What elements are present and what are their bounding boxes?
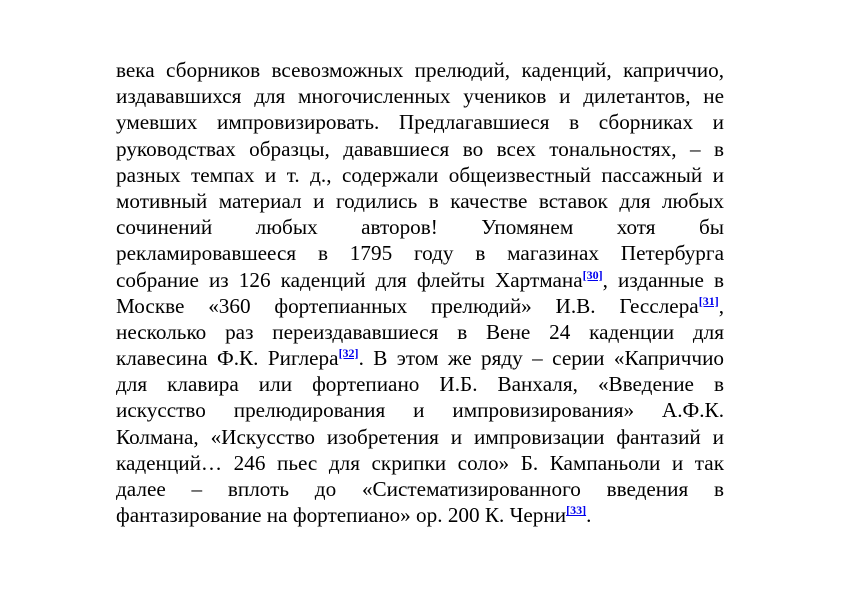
text-segment: , изданные в (602, 267, 724, 292)
text-segment: века сборников всевозможных прелюдий, каденций, каприччио, (116, 58, 724, 82)
text-segment: каденций… 246 пьес для скрипки соло» Б. Кампаньоли и так (116, 450, 724, 475)
text-line (116, 293, 724, 319)
text-segment: рекламировавшееся в 1795 году в магазинах Петербурга (116, 241, 724, 266)
text-line (116, 109, 724, 135)
text-segment: Москве «360 фортепианных прелюдий» И.В. Гесслера (116, 293, 699, 318)
text-segment: мотивный материал и годились в качестве вставок для любых (116, 188, 724, 213)
footnote-link[interactable]: [31] (698, 293, 719, 308)
text-segment: сочинений любых авторов! Упомянем хотя бы (116, 215, 724, 240)
text-segment: издававшихся для многочисленных учеников и дилетантов, не (116, 84, 724, 109)
text-line (116, 319, 724, 345)
text-line (116, 476, 724, 502)
text-segment: фантазирование на фортепиано» ор. 200 К. Черни (116, 503, 567, 528)
text-segment: собрание из 126 каденций для флейты Хартмана (116, 267, 583, 292)
text-segment: искусство прелюдирования и импровизирования» А.Ф.К. (116, 398, 724, 423)
footnote-link[interactable]: [33] (566, 503, 587, 518)
text-line (116, 57, 724, 83)
text-segment: клавесина Ф.К. Риглера (116, 346, 339, 371)
text-line (116, 240, 724, 266)
text-segment: . (586, 503, 592, 528)
text-segment: , (718, 293, 724, 318)
text-segment: Колмана, «Искусство изобретения и импровизации фантазий и (116, 424, 724, 449)
text-line (116, 83, 724, 109)
text-line (116, 450, 724, 476)
text-line (116, 188, 724, 214)
text-line (116, 424, 724, 450)
footnote-link[interactable]: [30] (582, 267, 603, 282)
text-segment: далее – вплоть до «Систематизированного введения в (116, 477, 724, 501)
text-segment: разных темпах и т. д., содержали общеизвестный пассажный и (116, 162, 724, 187)
text-line (116, 267, 724, 293)
text-segment: несколько раз переиздававшиеся в Вене 24 каденции для (116, 319, 724, 344)
text-line (116, 397, 724, 423)
body-paragraph (116, 57, 724, 528)
text-segment: . В этом же ряду – серии «Каприччио (358, 346, 724, 371)
footnote-link[interactable]: [32] (338, 346, 359, 361)
text-segment: для клавира или фортепиано И.Б. Ванхаля, «Введение в (116, 372, 724, 397)
text-segment: руководствах образцы, дававшиеся во всех тональностях, – в (116, 136, 724, 161)
text-line (116, 162, 724, 188)
text-line (116, 214, 724, 240)
text-segment: умевших импровизировать. Предлагавшиеся в сборниках и (116, 110, 724, 135)
text-line (116, 502, 724, 528)
text-line (116, 136, 724, 162)
text-line (116, 371, 724, 397)
text-line (116, 345, 724, 371)
